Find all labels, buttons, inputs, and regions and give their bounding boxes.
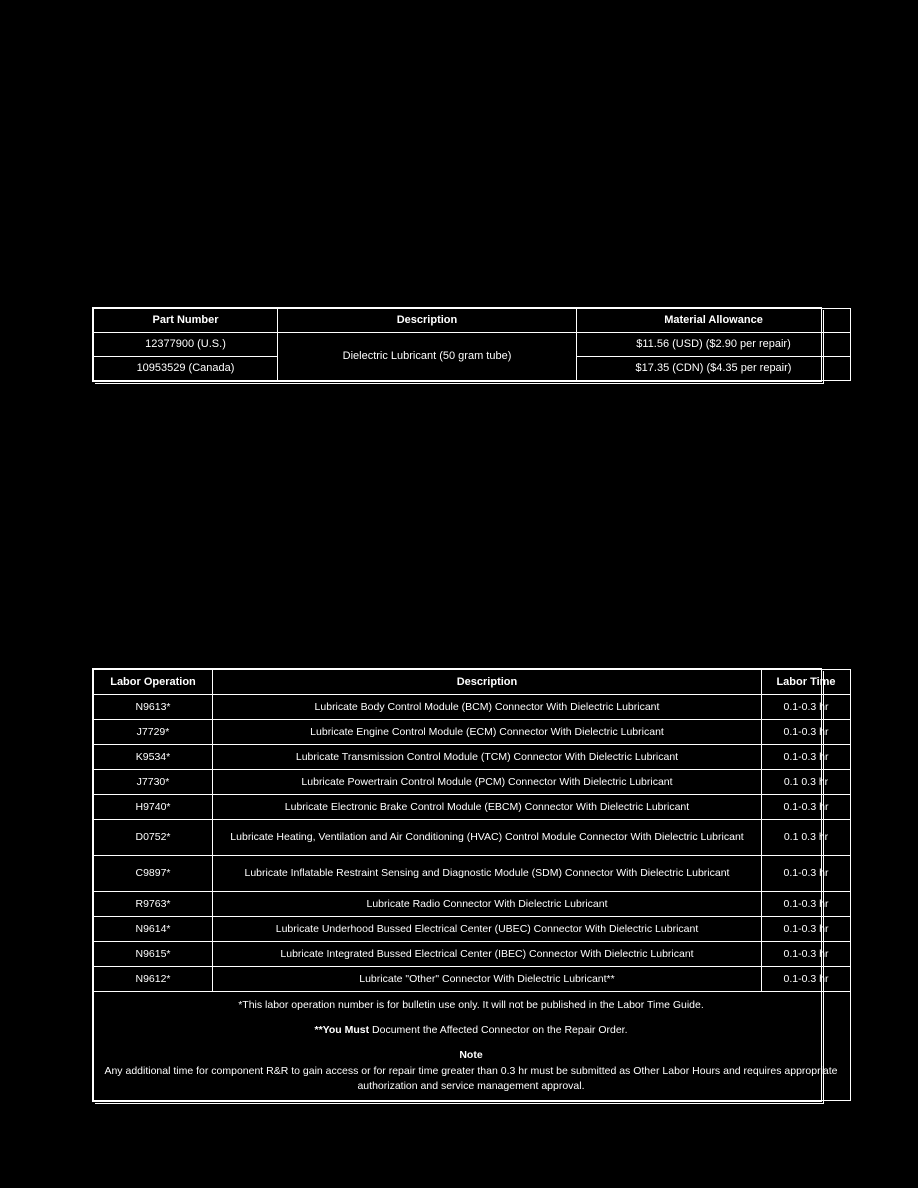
column-header-labor-time: Labor Time — [762, 670, 851, 695]
cell-labor-time: 0.1-0.3 hr — [762, 892, 851, 917]
table-row — [94, 720, 851, 745]
table-row — [94, 795, 851, 820]
cell-part-number: 10953529 (Canada) — [94, 357, 278, 381]
cell-description: Lubricate Underhood Bussed Electrical Center (UBEC) Connector With Dielectric Lubricant — [213, 917, 762, 942]
materials-allowance-table — [92, 307, 822, 382]
column-header-description: Description — [278, 309, 577, 333]
table-row — [94, 967, 851, 992]
cell-labor-time: 0.1-0.3 hr — [762, 695, 851, 720]
cell-description: Lubricate "Other" Connector With Dielectric Lubricant** — [213, 967, 762, 992]
cell-labor-operation: K9534* — [94, 745, 213, 770]
table-row — [94, 770, 851, 795]
cell-labor-operation: N9615* — [94, 942, 213, 967]
cell-labor-operation: J7729* — [94, 720, 213, 745]
cell-labor-operation: N9614* — [94, 917, 213, 942]
table-row — [94, 820, 851, 856]
column-header-description: Description — [213, 670, 762, 695]
table-row — [94, 942, 851, 967]
materials-table-grid — [93, 308, 851, 381]
cell-labor-operation: N9613* — [94, 695, 213, 720]
cell-labor-time: 0.1-0.3 hr — [762, 720, 851, 745]
cell-labor-time: 0.1-0.3 hr — [762, 917, 851, 942]
cell-labor-operation: R9763* — [94, 892, 213, 917]
cell-labor-time: 0.1-0.3 hr — [762, 942, 851, 967]
note-text: Any additional time for component R&R to gain access or for repair time greater than 0.3 hr must be submitted as Other Labor Hours and requires appropriate authorization and service management approval. — [104, 1064, 838, 1092]
table-row — [94, 856, 851, 892]
footnotes-cell — [94, 992, 851, 1101]
labor-table-grid — [93, 669, 851, 1101]
cell-labor-operation: N9612* — [94, 967, 213, 992]
cell-material-allowance: $17.35 (CDN) ($4.35 per repair) — [577, 357, 851, 381]
labor-operations-table — [92, 668, 838, 1102]
cell-labor-time: 0.1 0.3 hr — [762, 820, 851, 856]
cell-labor-time: 0.1-0.3 hr — [762, 967, 851, 992]
cell-description: Lubricate Inflatable Restraint Sensing and Diagnostic Module (SDM) Connector With Dielectric Lubricant — [213, 856, 762, 892]
cell-labor-time: 0.1-0.3 hr — [762, 856, 851, 892]
footnote-double-asterisk — [98, 1023, 844, 1038]
cell-description: Lubricate Integrated Bussed Electrical Center (IBEC) Connector With Dielectric Lubricant — [213, 942, 762, 967]
footnote-you-must-rest: Document the Affected Connector on the Repair Order. — [369, 1024, 628, 1037]
cell-description: Lubricate Heating, Ventilation and Air Conditioning (HVAC) Control Module Connector With Dielectric Lubricant — [213, 820, 762, 856]
cell-labor-time: 0.1 0.3 hr — [762, 770, 851, 795]
cell-labor-time: 0.1-0.3 hr — [762, 795, 851, 820]
table-header-row — [94, 670, 851, 695]
table-row — [94, 745, 851, 770]
footnote-asterisk: *This labor operation number is for bulletin use only. It will not be published in the Labor Time Guide. — [238, 999, 704, 1011]
column-header-material-allowance: Material Allowance — [577, 309, 851, 333]
cell-description: Lubricate Radio Connector With Dielectric Lubricant — [213, 892, 762, 917]
cell-description: Lubricate Electronic Brake Control Module (EBCM) Connector With Dielectric Lubricant — [213, 795, 762, 820]
table-row — [94, 892, 851, 917]
footnote-note — [98, 1048, 844, 1094]
cell-labor-operation: H9740* — [94, 795, 213, 820]
cell-description: Lubricate Powertrain Control Module (PCM) Connector With Dielectric Lubricant — [213, 770, 762, 795]
column-header-part-number: Part Number — [94, 309, 278, 333]
table-footnotes-row — [94, 992, 851, 1101]
footnote-you-must: **You Must — [314, 1024, 370, 1037]
table-row — [94, 917, 851, 942]
cell-labor-operation: J7730* — [94, 770, 213, 795]
cell-description: Lubricate Engine Control Module (ECM) Connector With Dielectric Lubricant — [213, 720, 762, 745]
table-row — [94, 695, 851, 720]
cell-material-allowance: $11.56 (USD) ($2.90 per repair) — [577, 333, 851, 357]
cell-description: Dielectric Lubricant (50 gram tube) — [278, 333, 577, 381]
cell-description: Lubricate Body Control Module (BCM) Connector With Dielectric Lubricant — [213, 695, 762, 720]
cell-part-number: 12377900 (U.S.) — [94, 333, 278, 357]
table-row — [94, 333, 851, 357]
column-header-labor-operation: Labor Operation — [94, 670, 213, 695]
cell-labor-time: 0.1-0.3 hr — [762, 745, 851, 770]
note-label: Note — [459, 1049, 483, 1062]
cell-labor-operation: D0752* — [94, 820, 213, 856]
table-header-row — [94, 309, 851, 333]
cell-description: Lubricate Transmission Control Module (TCM) Connector With Dielectric Lubricant — [213, 745, 762, 770]
cell-labor-operation: C9897* — [94, 856, 213, 892]
